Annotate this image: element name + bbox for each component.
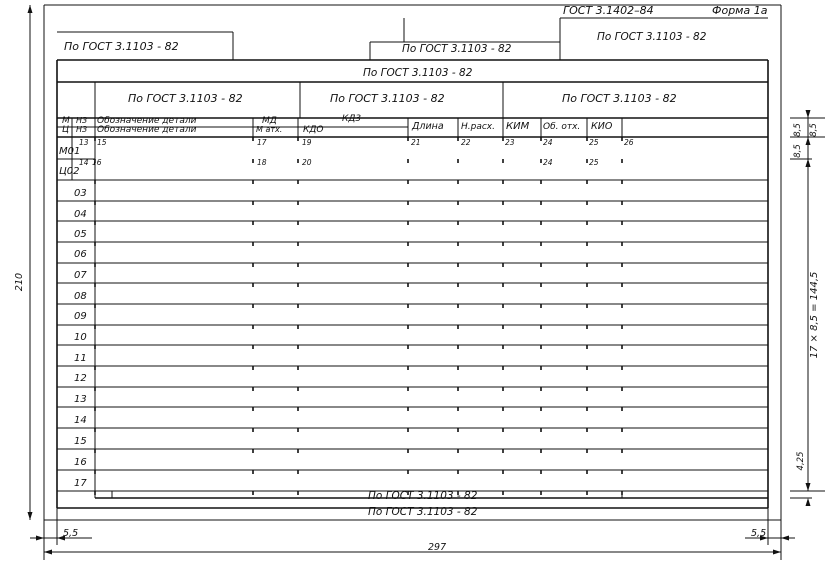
colnum-24b: 24 bbox=[543, 158, 553, 167]
row-label: 17 bbox=[74, 478, 87, 489]
colnum-14: 14 bbox=[79, 158, 89, 167]
ref-cell-3: По ГОСТ 3.1103 - 82 bbox=[562, 92, 677, 105]
form-label: Форма 1а bbox=[712, 4, 768, 17]
row-label: 04 bbox=[74, 209, 87, 220]
ref-cell-1: По ГОСТ 3.1103 - 82 bbox=[128, 92, 243, 105]
hdr-m: М bbox=[62, 116, 70, 126]
hdr-consumption: Н.расх. bbox=[461, 122, 495, 132]
row-label: 10 bbox=[74, 332, 87, 343]
ref-bottom-2: По ГОСТ 3.1103 - 82 bbox=[368, 506, 478, 518]
dim-arrow-row-b bbox=[806, 137, 811, 145]
hdr-nz-1: НЗ bbox=[76, 116, 88, 125]
colnum-23: 23 bbox=[505, 138, 515, 147]
hdr-nz-2: НЗ bbox=[76, 125, 88, 134]
hdr-material-waste: М атх. bbox=[256, 125, 283, 134]
dim-row-a: 8,5 bbox=[793, 123, 803, 137]
dim-row-b: 8,5 bbox=[809, 123, 819, 137]
dim-arrow-height-top bbox=[28, 5, 33, 13]
row-label: 12 bbox=[74, 373, 87, 384]
row-label: Ц02 bbox=[59, 166, 80, 177]
colnum-25b: 25 bbox=[589, 158, 599, 167]
colnum-22: 22 bbox=[461, 138, 471, 147]
row-label: 14 bbox=[74, 415, 87, 426]
dim-rows-total: 17 × 8,5 = 144,5 bbox=[809, 271, 820, 359]
hdr-designation-2: Обозначение детали bbox=[97, 125, 197, 135]
colnum-13: 13 bbox=[79, 138, 89, 147]
colnum-20: 20 bbox=[302, 158, 312, 167]
hdr-kdo: КДО bbox=[303, 125, 324, 135]
form-lines bbox=[28, 5, 826, 560]
dim-arrow-rows-bottom bbox=[806, 483, 811, 491]
colnum-25: 25 bbox=[589, 138, 599, 147]
dim-arrow-right-margin-2 bbox=[781, 536, 789, 541]
dim-row-c: 8,5 bbox=[793, 144, 803, 158]
ref-band: По ГОСТ 3.1103 - 82 bbox=[363, 67, 473, 79]
hdr-kim: КИМ bbox=[506, 121, 530, 132]
row-label: 03 bbox=[74, 188, 87, 199]
row-label: 07 bbox=[74, 270, 87, 281]
hdr-waste: Об. отх. bbox=[543, 122, 581, 132]
colnum-16: 16 bbox=[92, 158, 102, 167]
ref-cell-2: По ГОСТ 3.1103 - 82 bbox=[330, 92, 445, 105]
ref-top-left: По ГОСТ 3.1103 - 82 bbox=[64, 40, 179, 53]
dim-height: 210 bbox=[14, 272, 25, 292]
row-label: 11 bbox=[74, 353, 87, 364]
dim-left-margin: 5,5 bbox=[63, 528, 79, 539]
dim-width: 297 bbox=[428, 542, 447, 553]
row-label: М01 bbox=[59, 146, 81, 157]
colnum-18: 18 bbox=[257, 158, 267, 167]
dim-arrow-width-right bbox=[773, 550, 781, 555]
row-label: 08 bbox=[74, 291, 87, 302]
hdr-designation-1: Обозначение детали bbox=[97, 116, 197, 126]
dim-arrow-height-bottom bbox=[28, 512, 33, 520]
row-label: 15 bbox=[74, 436, 87, 447]
hdr-length: Длина bbox=[412, 121, 444, 132]
dim-right-margin: 5,5 bbox=[751, 528, 767, 539]
row-label: 13 bbox=[74, 394, 87, 405]
dim-arrow-width-left bbox=[44, 550, 52, 555]
dim-bottom: 4,25 bbox=[796, 451, 806, 471]
ref-top-middle: По ГОСТ 3.1103 - 82 bbox=[402, 43, 512, 55]
colnum-19: 19 bbox=[302, 138, 312, 147]
colnum-26: 26 bbox=[624, 138, 634, 147]
dim-arrow-left-margin-1 bbox=[36, 536, 44, 541]
colnum-17: 17 bbox=[257, 138, 267, 147]
hdr-kdz: КД3 bbox=[342, 114, 362, 124]
colnum-21: 21 bbox=[411, 138, 421, 147]
dim-arrow-row-a bbox=[806, 110, 811, 118]
dim-arrow-rows-top bbox=[806, 159, 811, 167]
hdr-c: Ц bbox=[62, 125, 69, 135]
ref-bottom-1: По ГОСТ 3.1103 - 82 bbox=[368, 490, 478, 502]
colnum-15: 15 bbox=[97, 138, 107, 147]
form-standard: ГОСТ 3.1402–84 bbox=[563, 4, 654, 17]
hdr-md: МД bbox=[262, 116, 277, 126]
row-label: 06 bbox=[74, 249, 87, 260]
hdr-kio: КИО bbox=[591, 121, 613, 132]
ref-top-right: По ГОСТ 3.1103 - 82 bbox=[597, 31, 707, 43]
row-label: 09 bbox=[74, 311, 87, 322]
row-label: 16 bbox=[74, 457, 87, 468]
row-label: 05 bbox=[74, 229, 87, 240]
dim-arrow-bottom-band bbox=[806, 498, 811, 506]
colnum-24: 24 bbox=[543, 138, 553, 147]
